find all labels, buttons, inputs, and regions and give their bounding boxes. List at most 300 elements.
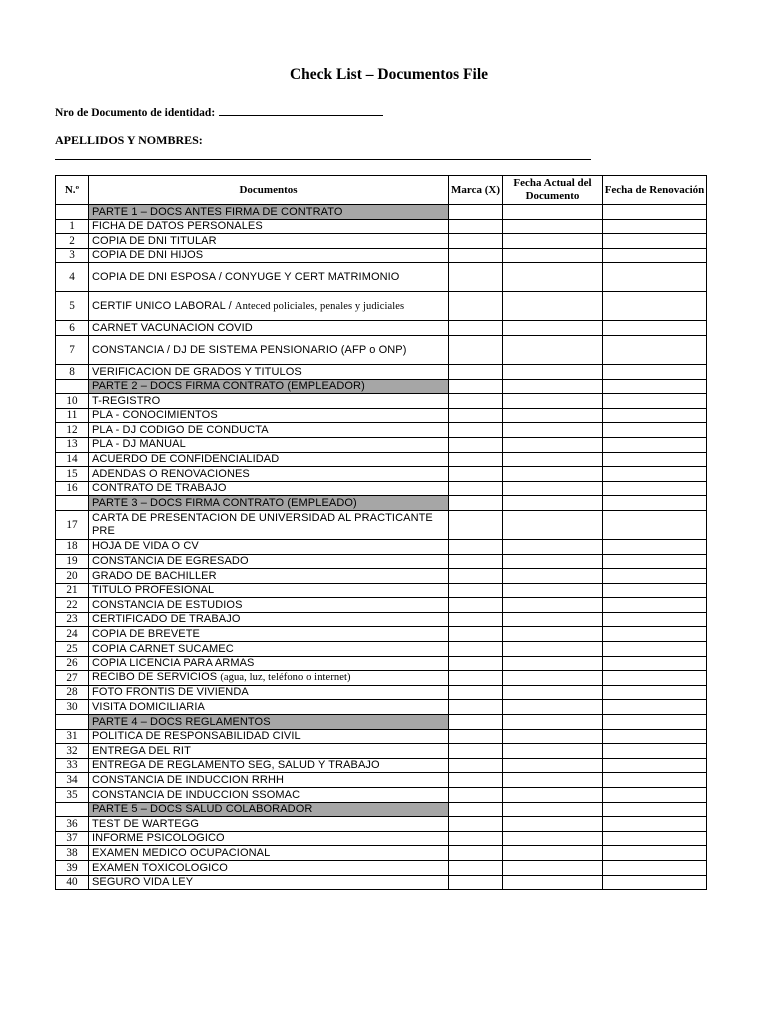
marca-cell[interactable]	[449, 846, 503, 861]
table-row	[56, 860, 707, 875]
table-row	[56, 729, 707, 744]
table-row	[56, 875, 707, 890]
fecha-renovacion-cell[interactable]	[603, 802, 707, 817]
fecha-actual-cell[interactable]	[503, 817, 603, 832]
fecha-actual-cell[interactable]	[503, 408, 603, 423]
fecha-renovacion-cell[interactable]	[603, 685, 707, 700]
fecha-actual-cell[interactable]	[503, 875, 603, 890]
header-fecha-actual: Fecha Actual del Documento	[503, 176, 603, 205]
table-row	[56, 292, 707, 321]
fecha-renovacion-cell[interactable]	[603, 875, 707, 890]
marca-cell[interactable]	[449, 802, 503, 817]
document-name	[89, 729, 449, 744]
document-name	[89, 788, 449, 803]
row-number: 38	[56, 846, 89, 861]
fecha-actual-cell[interactable]	[503, 481, 603, 496]
fecha-renovacion-cell[interactable]	[603, 219, 707, 234]
row-number: 36	[56, 817, 89, 832]
fecha-renovacion-cell[interactable]	[603, 554, 707, 569]
fecha-actual-cell[interactable]	[503, 729, 603, 744]
document-label: PLA - DJ CODIGO DE CONDUCTA	[92, 423, 269, 436]
document-label: COPIA CARNET SUCAMEC	[92, 642, 234, 655]
table-row	[56, 394, 707, 409]
row-number	[56, 205, 89, 220]
section-title	[89, 802, 449, 817]
document-label: CARNET VACUNACION COVID	[92, 321, 253, 334]
document-label: COPIA LICENCIA PARA ARMAS	[92, 657, 255, 670]
checklist-table	[55, 175, 707, 890]
marca-cell[interactable]	[449, 744, 503, 759]
document-label: ENTREGA DEL RIT	[92, 744, 191, 757]
section-title	[89, 496, 449, 511]
marca-cell[interactable]	[449, 627, 503, 642]
row-number: 11	[56, 408, 89, 423]
row-number: 31	[56, 729, 89, 744]
row-number: 2	[56, 234, 89, 249]
fecha-renovacion-cell[interactable]	[603, 831, 707, 846]
fecha-actual-cell[interactable]	[503, 846, 603, 861]
marca-cell[interactable]	[449, 554, 503, 569]
table-header-row	[56, 176, 707, 205]
fecha-actual-cell[interactable]	[503, 394, 603, 409]
row-number	[56, 379, 89, 394]
table-row	[56, 234, 707, 249]
fecha-renovacion-cell[interactable]	[603, 481, 707, 496]
fecha-renovacion-cell[interactable]	[603, 671, 707, 686]
fecha-actual-cell[interactable]	[503, 642, 603, 657]
fecha-renovacion-cell[interactable]	[603, 379, 707, 394]
document-label: CONSTANCIA DE INDUCCION SSOMAC	[92, 788, 301, 801]
row-number: 30	[56, 700, 89, 715]
marca-cell[interactable]	[449, 569, 503, 584]
document-label: SEGURO VIDA LEY	[92, 876, 194, 889]
marca-cell[interactable]	[449, 642, 503, 657]
fecha-renovacion-cell[interactable]	[603, 364, 707, 379]
document-label: CONTRATO DE TRABAJO	[92, 482, 227, 495]
fecha-renovacion-cell[interactable]	[603, 773, 707, 788]
fecha-actual-cell[interactable]	[503, 758, 603, 773]
fecha-renovacion-cell[interactable]	[603, 248, 707, 263]
section-row	[56, 496, 707, 511]
document-label: FICHA DE DATOS PERSONALES	[92, 220, 263, 233]
document-label: GRADO DE BACHILLER	[92, 569, 217, 582]
id-number-blank[interactable]	[219, 104, 383, 116]
document-label: COPIA DE DNI ESPOSA / CONYUGE Y CERT MATRIMONIO	[92, 271, 400, 284]
table-row	[56, 642, 707, 657]
row-number: 34	[56, 773, 89, 788]
table-row	[56, 481, 707, 496]
row-number: 13	[56, 437, 89, 452]
marca-cell[interactable]	[449, 452, 503, 467]
marca-cell[interactable]	[449, 685, 503, 700]
table-row	[56, 263, 707, 292]
marca-cell[interactable]	[449, 612, 503, 627]
table-row	[56, 846, 707, 861]
marca-cell[interactable]	[449, 598, 503, 613]
document-note: (agua, luz, teléfono o internet)	[220, 672, 351, 684]
document-label: COPIA DE DNI HIJOS	[92, 249, 204, 262]
document-name	[89, 846, 449, 861]
document-name	[89, 219, 449, 234]
row-number: 39	[56, 860, 89, 875]
document-label: CERTIF UNICO LABORAL /	[92, 299, 235, 312]
table-row	[56, 569, 707, 584]
marca-cell[interactable]	[449, 715, 503, 730]
row-number: 33	[56, 758, 89, 773]
row-number: 35	[56, 788, 89, 803]
marca-cell[interactable]	[449, 335, 503, 364]
fecha-renovacion-cell[interactable]	[603, 263, 707, 292]
document-name	[89, 481, 449, 496]
fecha-actual-cell[interactable]	[503, 700, 603, 715]
table-row	[56, 335, 707, 364]
document-name	[89, 248, 449, 263]
document-label: CONSTANCIA DE EGRESADO	[92, 555, 249, 568]
document-label: CERTIFICADO DE TRABAJO	[92, 613, 241, 626]
marca-cell[interactable]	[449, 408, 503, 423]
document-label: POLITICA DE RESPONSABILIDAD CIVIL	[92, 730, 301, 743]
fecha-actual-cell[interactable]	[503, 744, 603, 759]
fecha-renovacion-cell[interactable]	[603, 321, 707, 336]
document-label: PARTE 2 – DOCS FIRMA CONTRATO (EMPLEADOR)	[92, 380, 365, 393]
marca-cell[interactable]	[449, 758, 503, 773]
section-title	[89, 379, 449, 394]
row-number	[56, 802, 89, 817]
fecha-actual-cell[interactable]	[503, 685, 603, 700]
table-row	[56, 817, 707, 832]
document-name	[89, 408, 449, 423]
fecha-actual-cell[interactable]	[503, 671, 603, 686]
names-blank[interactable]	[55, 159, 591, 160]
document-name	[89, 554, 449, 569]
fecha-renovacion-cell[interactable]	[603, 860, 707, 875]
table-row	[56, 788, 707, 803]
marca-cell[interactable]	[449, 831, 503, 846]
fecha-actual-cell[interactable]	[503, 569, 603, 584]
fecha-renovacion-cell[interactable]	[603, 744, 707, 759]
marca-cell[interactable]	[449, 860, 503, 875]
document-label: CONSTANCIA / DJ DE SISTEMA PENSIONARIO (AFP o ONP)	[92, 343, 407, 356]
fecha-renovacion-cell[interactable]	[603, 234, 707, 249]
marca-cell[interactable]	[449, 394, 503, 409]
fecha-actual-cell[interactable]	[503, 321, 603, 336]
header-num: N.º	[56, 176, 89, 205]
table-row	[56, 627, 707, 642]
document-name	[89, 744, 449, 759]
fecha-actual-cell[interactable]	[503, 364, 603, 379]
document-label: T-REGISTRO	[92, 394, 161, 407]
marca-cell[interactable]	[449, 788, 503, 803]
document-note: Anteced policiales, penales y judiciales	[234, 300, 405, 312]
marca-cell[interactable]	[449, 583, 503, 598]
table-row	[56, 554, 707, 569]
document-name	[89, 467, 449, 482]
marca-cell[interactable]	[449, 248, 503, 263]
document-label: ADENDAS O RENOVACIONES	[92, 467, 250, 480]
document-name	[89, 860, 449, 875]
row-number: 5	[56, 292, 89, 321]
table-row	[56, 598, 707, 613]
section-title	[89, 205, 449, 220]
table-row	[56, 510, 707, 539]
table-row	[56, 583, 707, 598]
document-label: TITULO PROFESIONAL	[92, 584, 215, 597]
row-number: 17	[56, 510, 89, 539]
row-number: 26	[56, 656, 89, 671]
fecha-actual-cell[interactable]	[503, 802, 603, 817]
fecha-renovacion-cell[interactable]	[603, 452, 707, 467]
fecha-renovacion-cell[interactable]	[603, 423, 707, 438]
document-name	[89, 583, 449, 598]
marca-cell[interactable]	[449, 437, 503, 452]
row-number: 4	[56, 263, 89, 292]
marca-cell[interactable]	[449, 700, 503, 715]
marca-cell[interactable]	[449, 656, 503, 671]
table-row	[56, 773, 707, 788]
fecha-renovacion-cell[interactable]	[603, 394, 707, 409]
marca-cell[interactable]	[449, 321, 503, 336]
fecha-actual-cell[interactable]	[503, 612, 603, 627]
document-label: PARTE 4 – DOCS REGLAMENTOS	[92, 715, 271, 728]
fecha-actual-cell[interactable]	[503, 205, 603, 220]
document-label: PLA - CONOCIMIENTOS	[92, 409, 218, 422]
fecha-renovacion-cell[interactable]	[603, 598, 707, 613]
row-number: 3	[56, 248, 89, 263]
fecha-renovacion-cell[interactable]	[603, 817, 707, 832]
fecha-actual-cell[interactable]	[503, 248, 603, 263]
fecha-renovacion-cell[interactable]	[603, 758, 707, 773]
fecha-actual-cell[interactable]	[503, 831, 603, 846]
marca-cell[interactable]	[449, 263, 503, 292]
marca-cell[interactable]	[449, 292, 503, 321]
id-number-label: Nro de Documento de identidad:	[55, 107, 216, 119]
document-name	[89, 335, 449, 364]
marca-cell[interactable]	[449, 379, 503, 394]
table-row	[56, 248, 707, 263]
table-row	[56, 423, 707, 438]
fecha-actual-cell[interactable]	[503, 379, 603, 394]
document-name	[89, 569, 449, 584]
document-name	[89, 263, 449, 292]
fecha-renovacion-cell[interactable]	[603, 335, 707, 364]
row-number: 28	[56, 685, 89, 700]
fecha-actual-cell[interactable]	[503, 554, 603, 569]
fecha-renovacion-cell[interactable]	[603, 788, 707, 803]
document-label: COPIA DE BREVETE	[92, 628, 200, 641]
row-number: 6	[56, 321, 89, 336]
fecha-actual-cell[interactable]	[503, 598, 603, 613]
document-label: PARTE 5 – DOCS SALUD COLABORADOR	[92, 803, 313, 816]
fecha-actual-cell[interactable]	[503, 627, 603, 642]
row-number: 10	[56, 394, 89, 409]
marca-cell[interactable]	[449, 234, 503, 249]
fecha-renovacion-cell[interactable]	[603, 612, 707, 627]
document-label: RECIBO DE SERVICIOS	[92, 671, 221, 684]
row-number	[56, 496, 89, 511]
row-number: 1	[56, 219, 89, 234]
marca-cell[interactable]	[449, 539, 503, 554]
marca-cell[interactable]	[449, 671, 503, 686]
fecha-renovacion-cell[interactable]	[603, 437, 707, 452]
row-number: 24	[56, 627, 89, 642]
marca-cell[interactable]	[449, 729, 503, 744]
fecha-actual-cell[interactable]	[503, 583, 603, 598]
section-row	[56, 715, 707, 730]
document-label: CONSTANCIA DE ESTUDIOS	[92, 598, 243, 611]
names-label: APELLIDOS Y NOMBRES:	[55, 133, 203, 147]
document-name	[89, 437, 449, 452]
marca-cell[interactable]	[449, 467, 503, 482]
document-name	[89, 234, 449, 249]
document-name	[89, 700, 449, 715]
row-number: 23	[56, 612, 89, 627]
fecha-renovacion-cell[interactable]	[603, 467, 707, 482]
marca-cell[interactable]	[449, 219, 503, 234]
marca-cell[interactable]	[449, 481, 503, 496]
section-row	[56, 802, 707, 817]
fecha-renovacion-cell[interactable]	[603, 292, 707, 321]
fecha-actual-cell[interactable]	[503, 437, 603, 452]
document-name	[89, 539, 449, 554]
fecha-actual-cell[interactable]	[503, 773, 603, 788]
header-marca: Marca (X)	[449, 176, 503, 205]
fecha-renovacion-cell[interactable]	[603, 539, 707, 554]
row-number: 22	[56, 598, 89, 613]
marca-cell[interactable]	[449, 875, 503, 890]
row-number: 25	[56, 642, 89, 657]
fecha-actual-cell[interactable]	[503, 335, 603, 364]
document-label: INFORME PSICOLOGICO	[92, 832, 225, 845]
table-row	[56, 408, 707, 423]
document-label: VERIFICACION DE GRADOS Y TITULOS	[92, 365, 302, 378]
document-label: ENTREGA DE REGLAMENTO SEG, SALUD Y TRABAJO	[92, 759, 380, 772]
marca-cell[interactable]	[449, 364, 503, 379]
row-number: 27	[56, 671, 89, 686]
fecha-actual-cell[interactable]	[503, 234, 603, 249]
document-name	[89, 642, 449, 657]
row-number: 40	[56, 875, 89, 890]
fecha-renovacion-cell[interactable]	[603, 583, 707, 598]
fecha-renovacion-cell[interactable]	[603, 569, 707, 584]
marca-cell[interactable]	[449, 817, 503, 832]
document-name	[89, 364, 449, 379]
document-label: HOJA DE VIDA O CV	[92, 540, 199, 553]
id-number-field	[55, 104, 383, 119]
document-name	[89, 452, 449, 467]
fecha-actual-cell[interactable]	[503, 452, 603, 467]
document-name	[89, 321, 449, 336]
row-number: 32	[56, 744, 89, 759]
table-row	[56, 219, 707, 234]
table-row	[56, 539, 707, 554]
fecha-actual-cell[interactable]	[503, 510, 603, 539]
fecha-renovacion-cell[interactable]	[603, 700, 707, 715]
document-label: CARTA DE PRESENTACION DE UNIVERSIDAD AL PRACTICANTE PRE	[92, 512, 433, 537]
row-number: 12	[56, 423, 89, 438]
fecha-actual-cell[interactable]	[503, 292, 603, 321]
fecha-actual-cell[interactable]	[503, 656, 603, 671]
document-name	[89, 510, 449, 539]
fecha-actual-cell[interactable]	[503, 788, 603, 803]
fecha-renovacion-cell[interactable]	[603, 846, 707, 861]
fecha-renovacion-cell[interactable]	[603, 496, 707, 511]
table-row	[56, 758, 707, 773]
document-name	[89, 831, 449, 846]
section-row	[56, 379, 707, 394]
document-name	[89, 627, 449, 642]
document-label: COPIA DE DNI TITULAR	[92, 234, 217, 247]
section-title	[89, 715, 449, 730]
document-label: ACUERDO DE CONFIDENCIALIDAD	[92, 453, 280, 466]
marca-cell[interactable]	[449, 496, 503, 511]
fecha-renovacion-cell[interactable]	[603, 205, 707, 220]
fecha-renovacion-cell[interactable]	[603, 510, 707, 539]
document-name	[89, 685, 449, 700]
document-label: PLA - DJ MANUAL	[92, 438, 186, 451]
fecha-actual-cell[interactable]	[503, 860, 603, 875]
document-name	[89, 875, 449, 890]
row-number: 16	[56, 481, 89, 496]
document-label: FOTO FRONTIS DE VIVIENDA	[92, 686, 249, 699]
marca-cell[interactable]	[449, 510, 503, 539]
row-number: 8	[56, 364, 89, 379]
fecha-renovacion-cell[interactable]	[603, 715, 707, 730]
fecha-renovacion-cell[interactable]	[603, 642, 707, 657]
checklist-rows	[56, 205, 707, 890]
row-number: 18	[56, 539, 89, 554]
fecha-actual-cell[interactable]	[503, 496, 603, 511]
document-label: TEST DE WARTEGG	[92, 817, 200, 830]
fecha-renovacion-cell[interactable]	[603, 627, 707, 642]
fecha-actual-cell[interactable]	[503, 539, 603, 554]
row-number	[56, 715, 89, 730]
fecha-renovacion-cell[interactable]	[603, 656, 707, 671]
marca-cell[interactable]	[449, 205, 503, 220]
table-row	[56, 656, 707, 671]
header-fecha-renovacion: Fecha de Renovación	[603, 176, 707, 205]
header-documentos: Documentos	[89, 176, 449, 205]
document-name	[89, 423, 449, 438]
table-row	[56, 612, 707, 627]
document-name	[89, 292, 449, 321]
table-row	[56, 685, 707, 700]
document-label: EXAMEN MEDICO OCUPACIONAL	[92, 846, 271, 859]
table-row	[56, 744, 707, 759]
document-name	[89, 612, 449, 627]
document-name	[89, 758, 449, 773]
marca-cell[interactable]	[449, 773, 503, 788]
table-row	[56, 452, 707, 467]
row-number: 20	[56, 569, 89, 584]
fecha-renovacion-cell[interactable]	[603, 408, 707, 423]
row-number: 19	[56, 554, 89, 569]
table-row	[56, 700, 707, 715]
fecha-renovacion-cell[interactable]	[603, 729, 707, 744]
fecha-actual-cell[interactable]	[503, 219, 603, 234]
row-number: 21	[56, 583, 89, 598]
table-row	[56, 467, 707, 482]
fecha-actual-cell[interactable]	[503, 263, 603, 292]
document-name	[89, 394, 449, 409]
table-row	[56, 831, 707, 846]
table-row	[56, 321, 707, 336]
fecha-actual-cell[interactable]	[503, 715, 603, 730]
document-label: CONSTANCIA DE INDUCCION RRHH	[92, 773, 285, 786]
table-row	[56, 364, 707, 379]
fecha-actual-cell[interactable]	[503, 467, 603, 482]
marca-cell[interactable]	[449, 423, 503, 438]
fecha-actual-cell[interactable]	[503, 423, 603, 438]
